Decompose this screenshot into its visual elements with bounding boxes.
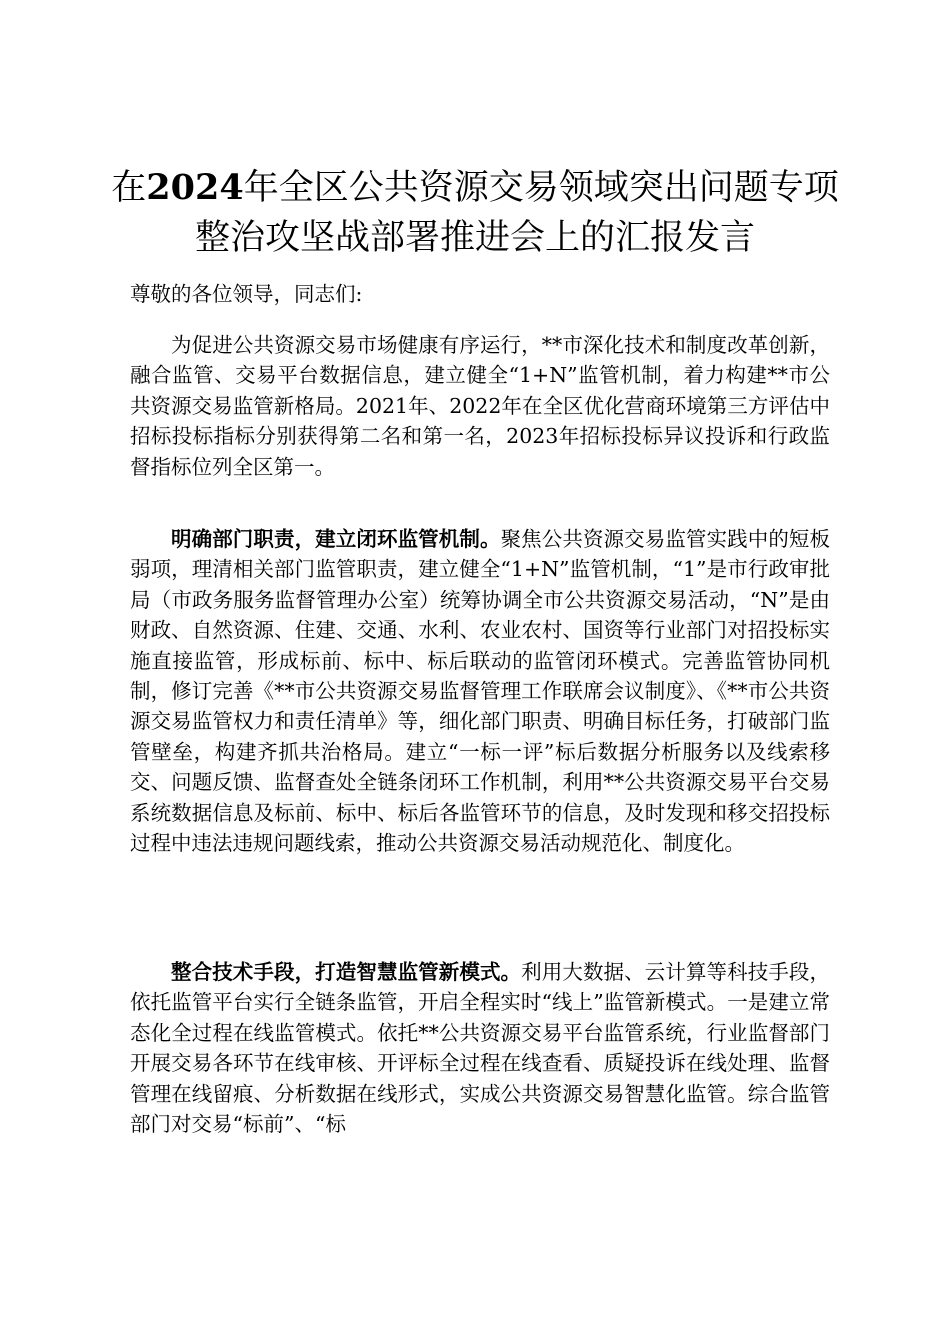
document-title — [110, 163, 840, 263]
paragraph-body: 聚焦公共资源交易监管实践中的短板弱项，理清相关部门监管职责，建立健全“1+N”监管机制，“1”是市行政审批局（市政务服务监督管理办公室）统筹协调全市公共资源交易活动，“N”是由财政、自然资源、住建、交通、水利、农业农村、国资等行业部门对招投标实施直接监管，形成标前、标中、标后联动的监管闭环模式。完善监管协同机制，修订完善《**市公共资源交易监督管理工作联席会议制度》、《**市公共资源交易监管权力和责任清单》等，细化部门职责、明确目标任务，打破部门监管壁垒，构建齐抓共治格局。建立“一标一评”标后数据分析服务以及线索移交、问题反馈、监督查处全链条闭环工作机制，利用**公共资源交易平台交易系统数据信息及标前、标中、标后各监管环节的信息，及时发现和移交招投标过程中违法违规问题线索，推动公共资源交易活动规范化、制度化。 — [130, 527, 831, 856]
paragraph-body: 为促进公共资源交易市场健康有序运行，**市深化技术和制度改革创新，融合监管、交易平台数据信息，建立健全“1+N”监管机制，着力构建**市公共资源交易监管新格局。2021年、2022年在全区优化营商环境第三方评估中招标投标指标分别获得第二名和第一名，2023年招标投标异议投诉和行政监督指标位列全区第一。 — [130, 333, 830, 479]
title-prefix: 在 — [111, 168, 147, 208]
paragraph-body: 利用大数据、云计算等科技手段，依托监管平台实行全链条监管，开启全程实时“线上”监管新模式。一是建立常态化全过程在线监管模式。依托**公共资源交易平台监管系统，行业监督部门开展交易各环节在线审核、开评标全过程在线查看、质疑投诉在线处理、监督管理在线留痕、分析数据在线形式，实成公共资源交易智慧化监管。综合监管部门对交易“标前”、“标 — [130, 960, 831, 1137]
paragraph-lead: 明确部门职责，建立闭环监管机制。 — [171, 527, 501, 551]
title-year: 2024 — [146, 167, 244, 208]
title-suffix: 年全区公共资源交易领域突出问题专项整治攻坚战部署推进会上的汇报发言 — [194, 168, 839, 258]
paragraph-technology — [130, 957, 830, 1139]
paragraph-responsibility — [130, 524, 830, 858]
paragraph-intro — [130, 330, 830, 482]
greeting: 尊敬的各位领导，同志们: — [130, 282, 363, 306]
paragraph-lead: 整合技术手段，打造智慧监管新模式。 — [171, 960, 522, 984]
